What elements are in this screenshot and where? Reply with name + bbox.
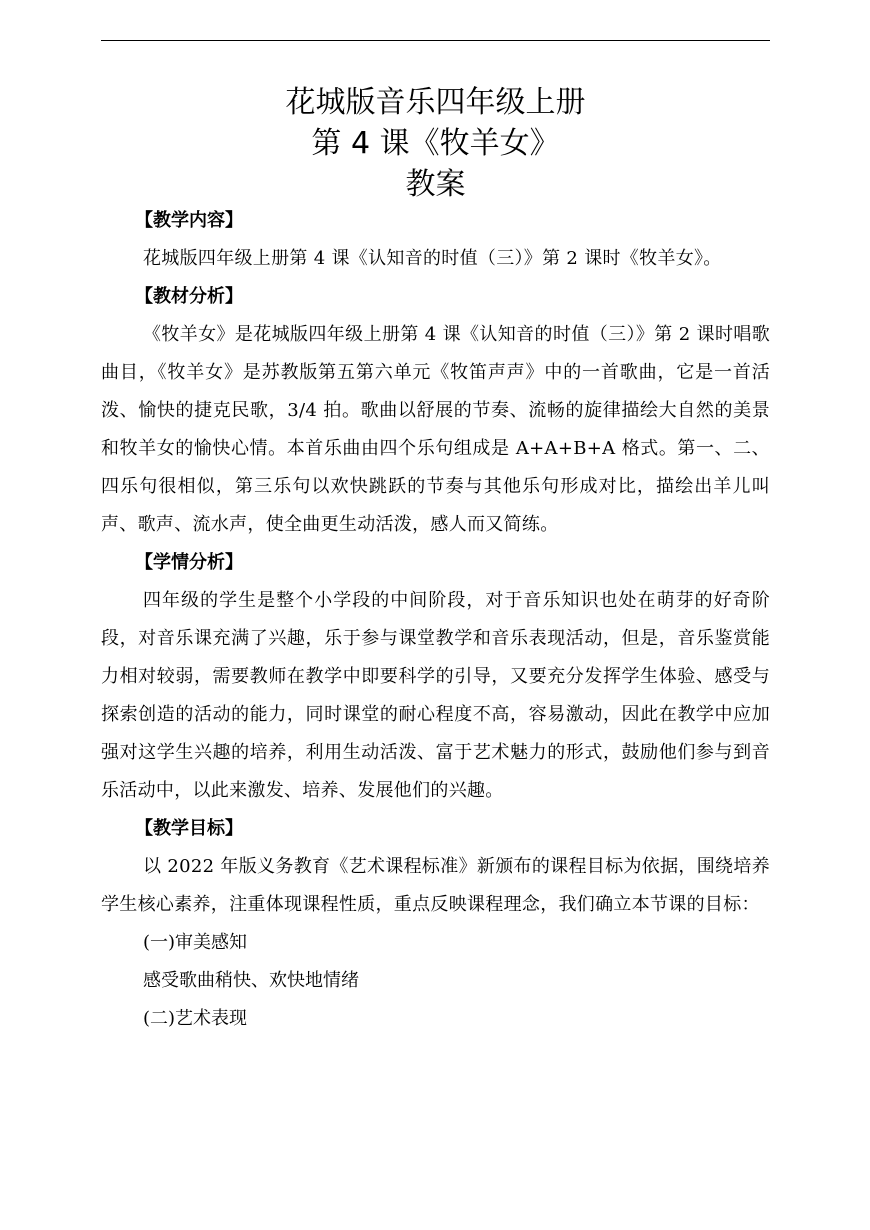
section-heading-material: 【教材分析】 <box>135 286 243 307</box>
document-body <box>101 202 770 1038</box>
document-title-line2: 第 4 课《牧羊女》 <box>311 126 560 161</box>
header-rule <box>101 40 770 41</box>
section-heading-goals: 【教学目标】 <box>135 818 243 839</box>
section-text-material: 《牧羊女》是花城版四年级上册第 4 课《认知音的时值（三）》第 2 课时唱歌曲目，《牧羊女》是苏教版第五第六单元《牧笛声声》中的一首歌曲，它是一首活泼、愉快的捷克民歌，3/4 拍。歌曲以舒展的节奏、流畅的旋律描绘大自然的美景和牧羊女的愉快心情。本首乐曲由四个乐句组成是 A+A+B+A 格式。第一、二、四乐句很相似，第三乐句以欢快跳跃的节奏与其他乐句形成对比，描绘出羊儿叫声、歌声、流水声，使全曲更生动活泼，感人而又简练。 <box>101 324 770 535</box>
section-heading-students: 【学情分析】 <box>135 552 243 573</box>
document-title-line1: 花城版音乐四年级上册 <box>285 85 586 120</box>
goal-item-aesthetic: (一)审美感知 <box>143 932 248 953</box>
section-text-content: 花城版四年级上册第 4 课《认知音的时值（三）》第 2 课时《牧羊女》。 <box>143 248 722 269</box>
section-heading-content: 【教学内容】 <box>135 210 243 231</box>
goal-item-performance: (二)艺术表现 <box>143 1008 248 1029</box>
section-text-students: 四年级的学生是整个小学段的中间阶段，对于音乐知识也处在萌芽的好奇阶段，对音乐课充满了兴趣，乐于参与课堂教学和音乐表现活动，但是，音乐鉴赏能力相对较弱，需要教师在教学中即要科学的引导，又要充分发挥学生体验、感受与探索创造的活动的能力，同时课堂的耐心程度不高，容易激动，因此在教学中应加强对这学生兴趣的培养，利用生动活泼、富于艺术魅力的形式，鼓励他们参与到音乐活动中，以此来激发、培养、发展他们的兴趣。 <box>101 590 770 801</box>
goal-item-aesthetic-text: 感受歌曲稍快、欢快地情绪 <box>143 970 359 991</box>
section-text-goals: 以 2022 年版义务教育《艺术课程标准》新颁布的课程目标为依据，围绕培养学生核心素养，注重体现课程性质，重点反映课程理念，我们确立本节课的目标： <box>101 856 770 915</box>
document-title-line3: 教案 <box>405 167 466 202</box>
